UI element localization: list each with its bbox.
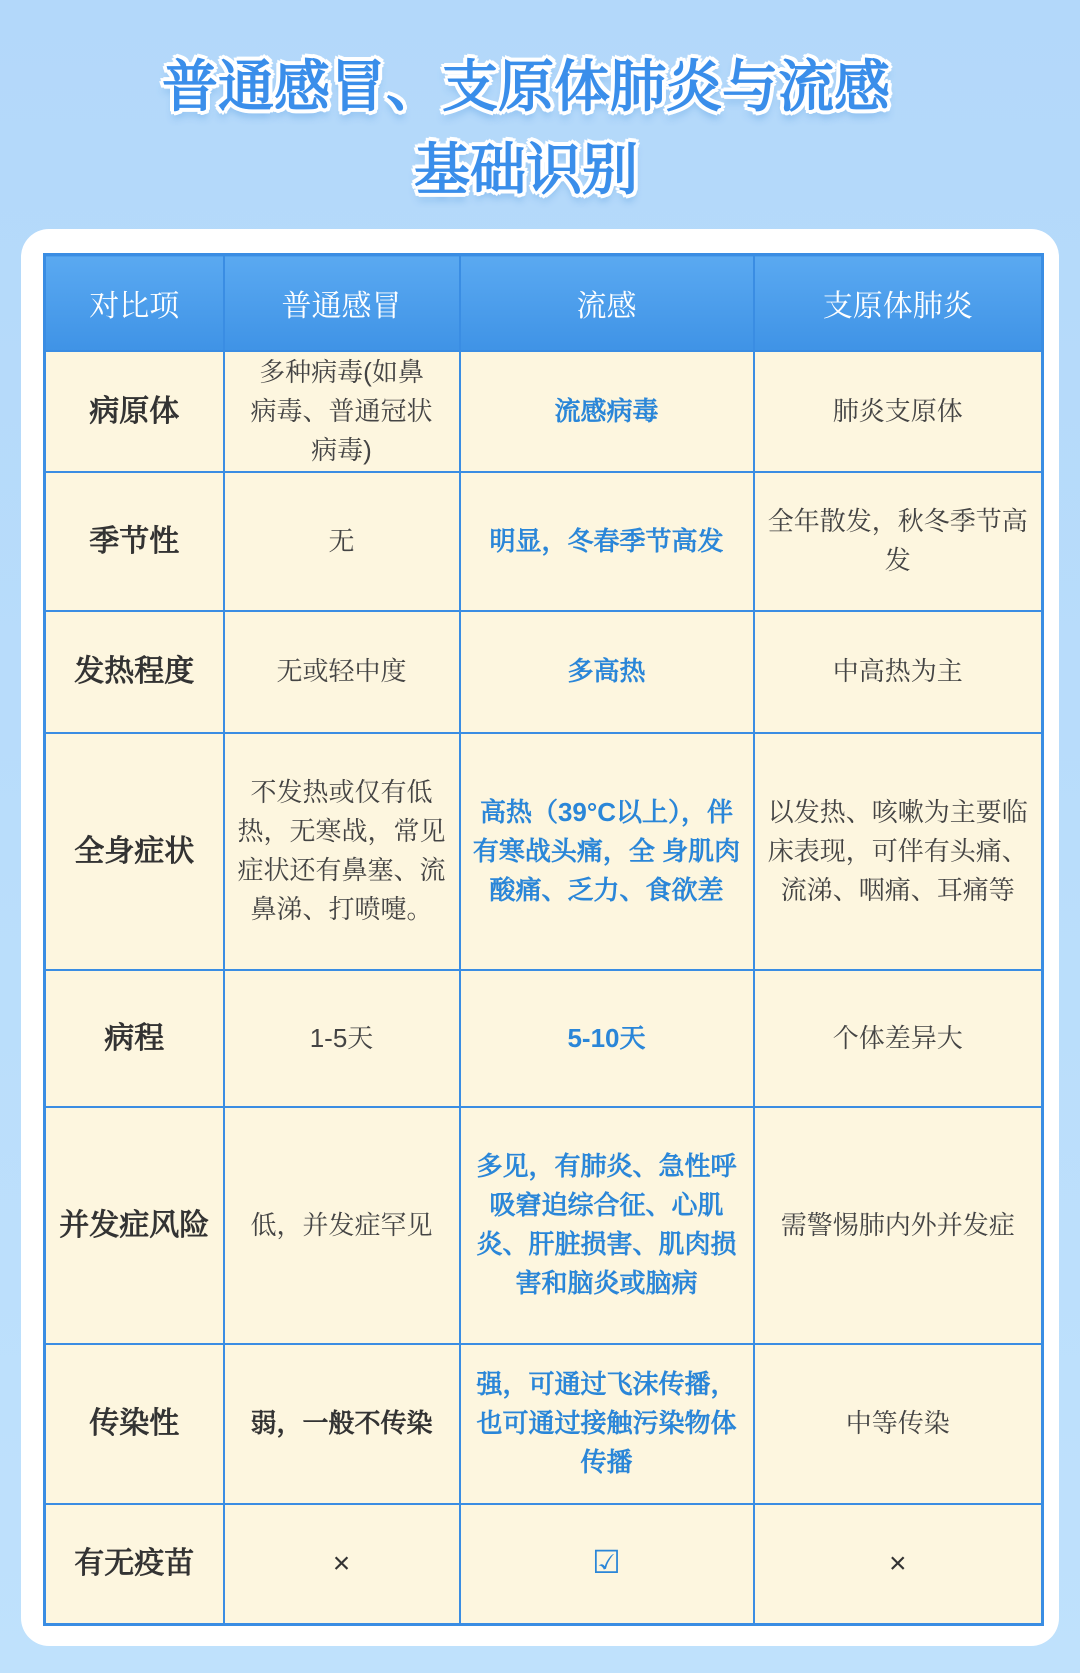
seasonality-mycoplasma-cell: 全年散发，秋冬季节高发: [754, 472, 1043, 611]
contagiousness-mycoplasma-cell: 中等传染: [754, 1344, 1043, 1504]
header-comparison-item: 对比项: [45, 255, 224, 351]
vaccine-flu-cell: [460, 1504, 754, 1625]
row-contagiousness: [45, 1344, 1043, 1504]
row-seasonality: [45, 472, 1043, 611]
row-pathogen: [45, 351, 1043, 472]
fever-degree-mycoplasma-cell: 中高热为主: [754, 611, 1043, 733]
disease-course-label: 病程: [45, 970, 224, 1107]
fever-degree-common-cold-cell: 无或轻中度: [224, 611, 460, 733]
contagiousness-common-cold-cell: 弱，一般不传染: [224, 1344, 460, 1504]
systemic-symptoms-common-cold-cell: 不发热或仅有低热，无寒战，常见症状还有鼻塞、流鼻涕、打喷嚏。: [224, 733, 460, 970]
row-fever-degree: [45, 611, 1043, 733]
fever-degree-label: 发热程度: [45, 611, 224, 733]
vaccine-common-cold-cell: [224, 1504, 460, 1625]
pathogen-flu-cell: 流感病毒: [460, 351, 754, 472]
header-common-cold: 普通感冒: [224, 255, 460, 351]
fever-degree-flu-cell: 多高热: [460, 611, 754, 733]
pathogen-common-cold-cell: 多种病毒(如鼻病毒、普通冠状病毒): [224, 351, 460, 472]
pathogen-label: 病原体: [45, 351, 224, 472]
title-line-1: 普通感冒、支原体肺炎与流感: [162, 55, 890, 120]
systemic-symptoms-mycoplasma-cell: 以发热、咳嗽为主要临床表现，可伴有头痛、流涕、咽痛、耳痛等: [754, 733, 1043, 970]
vaccine-mycoplasma-cell: [754, 1504, 1043, 1625]
complication-risk-common-cold-cell: 低，并发症罕见: [224, 1107, 460, 1344]
seasonality-flu-cell: 明显，冬春季节高发: [460, 472, 754, 611]
complication-risk-flu-cell: 多见，有肺炎、急性呼吸窘迫综合征、心肌炎、肝脏损害、肌肉损害和脑炎或脑病: [460, 1107, 754, 1344]
header-mycoplasma-pneumonia: 支原体肺炎: [754, 255, 1043, 351]
contagiousness-label: 传染性: [45, 1344, 224, 1504]
seasonality-common-cold-cell: 无: [224, 472, 460, 611]
comparison-table: [43, 253, 1044, 1626]
row-disease-course: [45, 970, 1043, 1107]
complication-risk-label: 并发症风险: [45, 1107, 224, 1344]
pathogen-mycoplasma-cell: 肺炎支原体: [754, 351, 1043, 472]
row-complication-risk: [45, 1107, 1043, 1344]
title-line-2: 基础识别: [414, 138, 638, 203]
complication-risk-mycoplasma-cell: 需警惕肺内外并发症: [754, 1107, 1043, 1344]
checkbox-checked-icon: ☑: [592, 1544, 621, 1581]
table-header-row: [45, 255, 1043, 351]
vaccine-label: 有无疫苗: [45, 1504, 224, 1625]
cross-icon: ×: [332, 1546, 351, 1580]
header-flu: 流感: [460, 255, 754, 351]
disease-course-flu-cell: 5-10天: [460, 970, 754, 1107]
page-title: [0, 46, 1080, 212]
seasonality-label: 季节性: [45, 472, 224, 611]
disease-course-common-cold-cell: 1-5天: [224, 970, 460, 1107]
contagiousness-flu-cell: 强，可通过飞沫传播，也可通过接触污染物体传播: [460, 1344, 754, 1504]
row-vaccine: [45, 1504, 1043, 1625]
systemic-symptoms-label: 全身症状: [45, 733, 224, 970]
disease-course-mycoplasma-cell: 个体差异大: [754, 970, 1043, 1107]
cross-icon: ×: [888, 1546, 907, 1580]
row-systemic-symptoms: [45, 733, 1043, 970]
systemic-symptoms-flu-cell: 高热（39°C以上），伴有寒战头痛，全 身肌肉酸痛、乏力、食欲差: [460, 733, 754, 970]
